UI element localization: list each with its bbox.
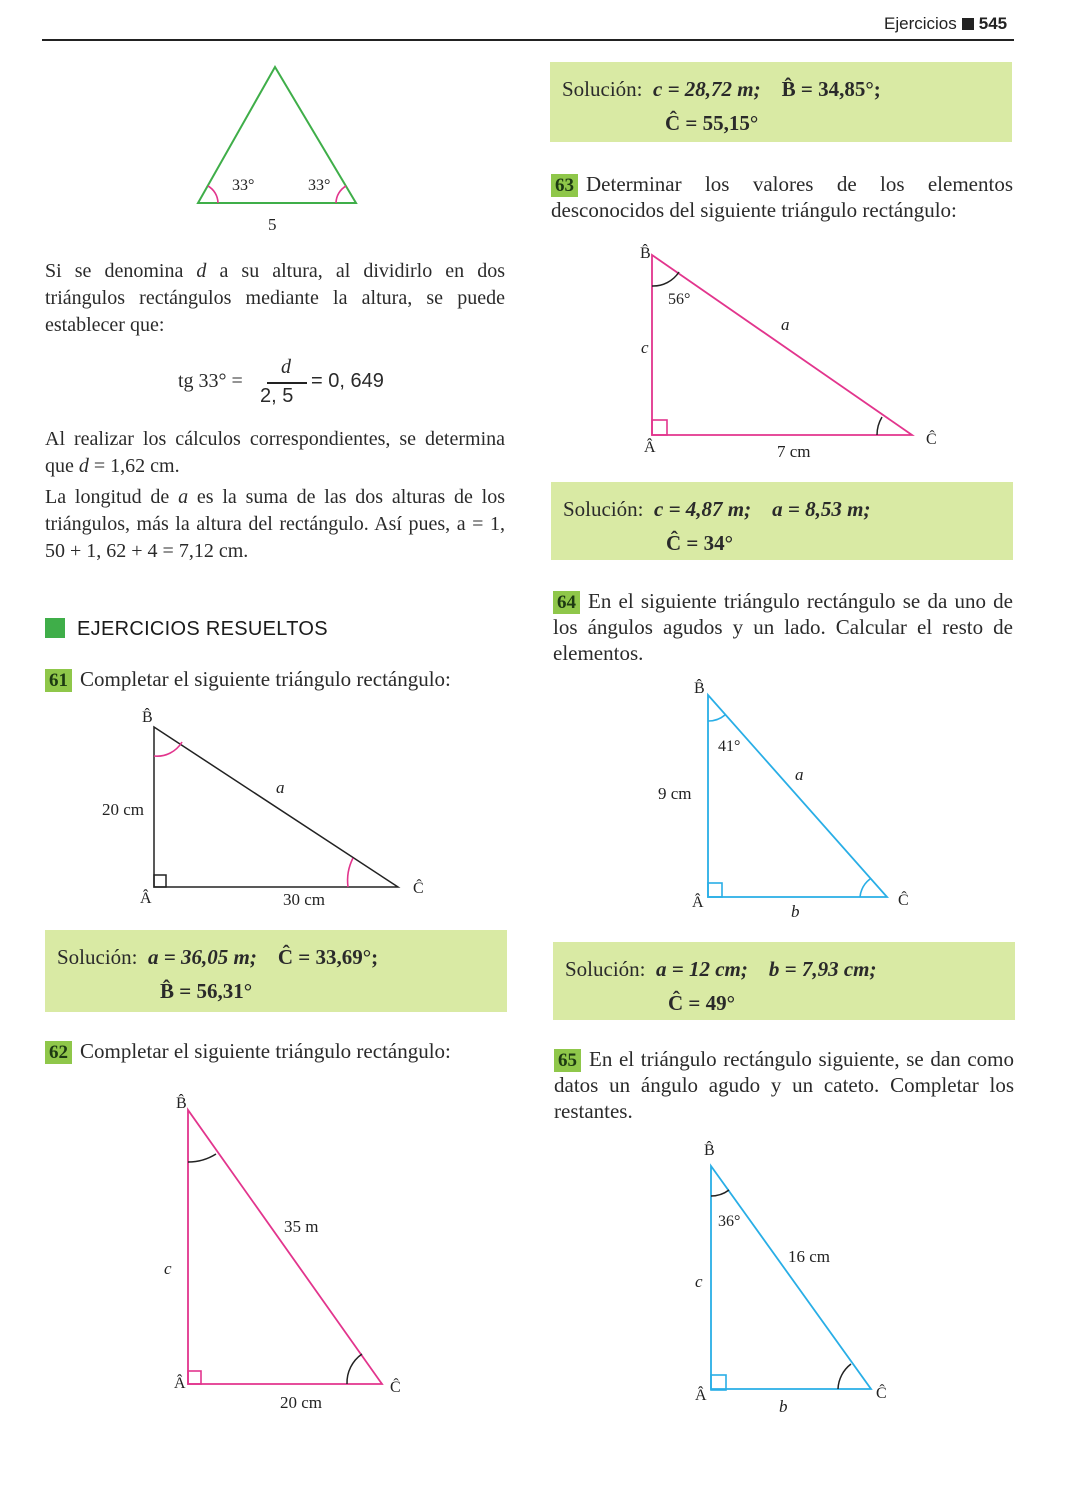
exercise-number: 64 bbox=[553, 591, 580, 614]
intro-equation: a = 1, 50 + 1, 62 + 4 = 7,12 cm. bbox=[45, 513, 506, 562]
side-c-label: c bbox=[695, 1272, 703, 1291]
side-c-label: c bbox=[164, 1259, 172, 1278]
formula-numerator: d bbox=[281, 356, 291, 378]
intro-paragraph-3: La longitud de a es la suma de las dos alturas de los triángulos, más la altura del rectángulo. Así pues, a = 1, 50 + 1, 62 + 4 = 7,12 cm. bbox=[45, 486, 506, 562]
angle-label: 56° bbox=[668, 291, 691, 308]
triangle-63-figure bbox=[630, 240, 950, 465]
triangle-62-figure bbox=[150, 1090, 420, 1420]
vertex-C-label: Ĉ bbox=[926, 431, 937, 448]
vertex-C-label: Ĉ bbox=[413, 880, 424, 897]
vertex-C-label: Ĉ bbox=[876, 1385, 887, 1402]
vertex-A-label: Â bbox=[140, 890, 152, 907]
section-title: EJERCICIOS RESUELTOS bbox=[45, 618, 328, 641]
side-a-label: a bbox=[795, 765, 804, 784]
side-c-label: 9 cm bbox=[658, 784, 692, 803]
angle-right-label: 33° bbox=[308, 177, 331, 194]
exercise-text: Completar el siguiente triángulo rectángulo: bbox=[80, 667, 451, 691]
exercise-text: Determinar los valores de los elementos desconocidos del siguiente triángulo rectángulo: bbox=[551, 172, 1013, 222]
vertex-C-label: Ĉ bbox=[898, 892, 909, 909]
angle-label: 41° bbox=[718, 738, 741, 755]
vertex-B-label: B̂ bbox=[704, 1142, 715, 1159]
solution-label: Solución: bbox=[562, 77, 643, 101]
exercise-text: En el siguiente triángulo rectángulo se da uno de los ángulos agudos y un lado. Calcular el resto de elementos. bbox=[553, 589, 1013, 665]
triangle-64-figure bbox=[650, 675, 920, 925]
exercise-number: 63 bbox=[551, 174, 578, 197]
formula-denominator: 2, 5 bbox=[260, 385, 294, 407]
header-square-icon bbox=[962, 18, 974, 30]
page-header bbox=[884, 14, 1007, 34]
exercise-number: 61 bbox=[45, 669, 72, 692]
exercise-text: En el triángulo rectángulo siguiente, se dan como datos un ángulo agudo y un cateto. Completar los restantes. bbox=[554, 1047, 1014, 1123]
base-label: 5 bbox=[268, 215, 277, 234]
vertex-A-label: Â bbox=[692, 894, 704, 911]
vertex-C-label: Ĉ bbox=[390, 1379, 401, 1396]
solution-label: Solución: bbox=[57, 945, 138, 969]
section-square-icon bbox=[45, 618, 65, 638]
solution-63: Solución: c = 4,87 m; a = 8,53 m; Ĉ = 34° bbox=[551, 482, 1013, 560]
exercise-text: Completar el siguiente triángulo rectángulo: bbox=[80, 1039, 451, 1063]
header-rule bbox=[42, 39, 1014, 41]
intro-paragraph-1: Si se denomina d a su altura, al dividirlo en dos triángulos rectángulos mediante la altura, se puede establecer que: bbox=[45, 260, 506, 336]
fraction-bar bbox=[267, 382, 307, 384]
side-a-label: a bbox=[276, 778, 285, 797]
page-number: 545 bbox=[978, 14, 1008, 33]
vertex-B-label: B̂ bbox=[694, 680, 705, 697]
exercise-61 bbox=[45, 666, 505, 692]
side-a-label: 35 m bbox=[284, 1217, 319, 1236]
solution-label: Solución: bbox=[563, 497, 644, 521]
vertex-B-label: B̂ bbox=[640, 245, 651, 262]
side-a-label: a bbox=[781, 315, 790, 334]
side-b-label: 7 cm bbox=[777, 442, 811, 461]
exercise-65 bbox=[554, 1046, 1014, 1124]
solution-64: Solución: a = 12 cm; b = 7,93 cm; Ĉ = 49° bbox=[553, 942, 1015, 1020]
triangle-61-figure bbox=[95, 700, 445, 915]
solution-62: Solución: c = 28,72 m; B̂ = 34,85°; Ĉ = 55,15° bbox=[550, 62, 1012, 142]
exercise-number: 65 bbox=[554, 1049, 581, 1072]
solution-61: Solución: a = 36,05 m; Ĉ = 33,69°; B̂ = 56,31° bbox=[45, 930, 507, 1012]
vertex-A-label: Â bbox=[695, 1387, 707, 1404]
vertex-B-label: B̂ bbox=[176, 1095, 187, 1112]
side-b-label: 20 cm bbox=[280, 1393, 323, 1412]
exercise-63 bbox=[551, 171, 1013, 223]
isosceles-triangle-figure bbox=[190, 60, 370, 235]
side-b-label: b bbox=[791, 902, 800, 921]
angle-left-label: 33° bbox=[232, 177, 255, 194]
vertex-B-label: B̂ bbox=[142, 709, 153, 726]
tangent-formula bbox=[178, 356, 438, 416]
exercise-64 bbox=[553, 588, 1013, 666]
side-a-label: 16 cm bbox=[788, 1247, 831, 1266]
formula-lhs: tg 33° = bbox=[178, 370, 243, 392]
header-section: Ejercicios bbox=[884, 14, 957, 33]
vertex-A-label: Â bbox=[174, 1375, 186, 1392]
side-c-label: 20 cm bbox=[102, 800, 145, 819]
side-b-label: 30 cm bbox=[283, 890, 326, 909]
exercise-62 bbox=[45, 1038, 505, 1064]
side-c-label: c bbox=[641, 338, 649, 357]
intro-paragraph-2: Al realizar los cálculos correspondientes, se determina que d = 1,62 cm. bbox=[45, 428, 505, 477]
side-b-label: b bbox=[779, 1397, 788, 1416]
angle-label: 36° bbox=[718, 1213, 741, 1230]
exercise-number: 62 bbox=[45, 1041, 72, 1064]
vertex-A-label: Â bbox=[644, 439, 656, 456]
triangle-65-figure bbox=[680, 1130, 910, 1420]
solution-label: Solución: bbox=[565, 957, 646, 981]
formula-rhs: = 0, 649 bbox=[311, 370, 384, 392]
